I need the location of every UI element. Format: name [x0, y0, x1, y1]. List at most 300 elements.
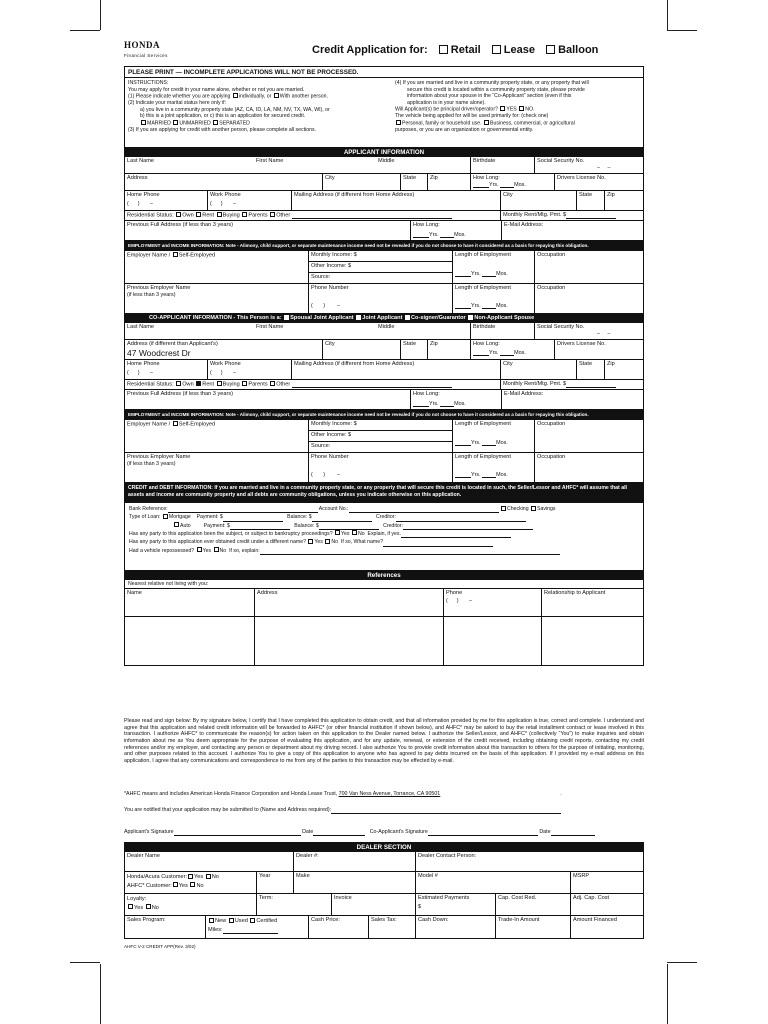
drivers-license-label: Drivers License No. — [557, 175, 606, 181]
co-prev-occupation-field[interactable] — [534, 453, 645, 482]
repossessed-question: Had a vehicle repossessed? — [129, 547, 195, 554]
previous-address-label: Previous Full Address (if less than 3 years) — [127, 391, 234, 397]
lease-label: Lease — [503, 44, 535, 56]
zip-label: Zip — [607, 361, 615, 367]
estimated-payments-field[interactable] — [415, 894, 495, 915]
name-no-checkbox[interactable] — [325, 539, 330, 544]
co-city-field[interactable] — [322, 340, 400, 359]
co-address-field[interactable] — [125, 340, 322, 359]
source-label: Source: — [311, 274, 331, 280]
reference-phone-field-2[interactable] — [443, 617, 541, 665]
customer-status-field — [125, 872, 256, 893]
own-label: Own — [182, 212, 194, 219]
yrs-label: Yrs. — [489, 349, 499, 356]
email-label: E-Mail Address: — [504, 391, 544, 397]
what-name-input[interactable] — [383, 542, 493, 547]
co-residential-status-row — [125, 380, 500, 389]
auto-label: Auto — [180, 522, 191, 529]
driver-question: Will Applicant(s) be principal driver/operator? — [395, 106, 498, 113]
birthdate-label: Birthdate — [473, 158, 496, 164]
birthdate-field[interactable] — [470, 157, 534, 173]
retail-checkbox[interactable] — [439, 45, 448, 54]
crop-mark — [667, 0, 668, 30]
brand-subtitle: Financial Services — [124, 53, 168, 58]
other-income-field[interactable] — [309, 262, 452, 273]
invoice-field[interactable] — [331, 894, 415, 915]
instructions-line: a) you live in a community property state (AZ, CA, ID, LA, NM, NV, TX, WA, WI), or — [140, 106, 330, 113]
cap-cost-reduction-field[interactable] — [495, 894, 570, 915]
co-address-value: 47 Woodcrest Dr — [127, 347, 191, 358]
co-home-phone-field[interactable]: Home Phone ( ) – — [127, 361, 160, 376]
mailing-city-field[interactable] — [500, 191, 576, 210]
dealer-section-header: DEALER SECTION — [125, 843, 643, 852]
state-field[interactable] — [400, 174, 427, 190]
reference-relationship-field-2[interactable] — [541, 617, 645, 665]
credit-debt-section-header: CREDIT and DEBT INFORMATION: If you are married and live in a community property state, or any property that will secure this credit is located in such, the Seller/Lessor and AHFC* will assume that all assets and income are community property and all debts are community obligations, unless you indicate otherwise on this application. — [125, 483, 643, 503]
savings-label: Savings — [537, 506, 556, 512]
loyalty-no-checkbox[interactable] — [146, 904, 151, 909]
what-name-label: If so, What name? — [340, 539, 383, 546]
prev-phone-field[interactable]: Phone Number ( ) – — [308, 284, 452, 313]
mortgage-balance-input[interactable] — [312, 517, 372, 522]
joint-applicant-checkbox[interactable] — [356, 315, 361, 320]
checking-label: Checking — [506, 506, 529, 512]
if-so-explain-label: If so, explain: — [229, 547, 260, 554]
reference-name-field[interactable] — [125, 589, 254, 616]
repo-explain-input[interactable] — [260, 550, 560, 555]
co-rent-checkbox[interactable] — [196, 381, 201, 386]
work-phone-field[interactable]: Work Phone ( ) – — [207, 191, 291, 210]
mortgage-checkbox[interactable] — [163, 514, 168, 519]
no-label: No — [357, 530, 365, 537]
occupation-label: Occupation — [537, 285, 566, 291]
mortgage-creditor-input[interactable] — [396, 517, 526, 522]
vehicle-make-field[interactable] — [293, 872, 415, 893]
non-applicant-spouse-label: Non-Applicant Spouse — [474, 315, 535, 321]
self-employed-label: Self-Employed — [178, 252, 216, 259]
co-mailing-zip-field[interactable] — [604, 360, 645, 379]
signature-row — [124, 829, 644, 836]
amount-financed-field[interactable] — [570, 916, 645, 938]
bankruptcy-yes-checkbox[interactable] — [335, 530, 340, 535]
personal-use-checkbox[interactable] — [396, 120, 401, 125]
cash-down-label: Cash Down: — [418, 917, 449, 923]
dealer-name-field[interactable] — [125, 852, 293, 871]
co-drivers-license-field[interactable] — [554, 340, 645, 359]
dealer-section — [124, 842, 644, 939]
separated-checkbox[interactable] — [213, 120, 218, 125]
parents-checkbox[interactable] — [242, 212, 247, 217]
submit-notice — [124, 807, 644, 814]
payment-label: Payment: $ — [196, 514, 223, 521]
rent-checkbox[interactable] — [196, 212, 201, 217]
applicant-signature-input[interactable] — [174, 831, 301, 836]
business-use-label: Business, commercial, or agricultural — [490, 120, 575, 126]
co-email-field[interactable] — [501, 390, 645, 409]
submit-to-input[interactable] — [331, 809, 561, 814]
new-checkbox[interactable] — [209, 918, 214, 923]
first-name-label: First Name — [256, 324, 284, 330]
city-label: City — [325, 175, 335, 181]
bank-reference-label: Bank Reference: — [129, 506, 168, 512]
model-label: Model # — [418, 873, 438, 879]
prev-length-employment-field[interactable] — [452, 284, 534, 313]
business-use-checkbox[interactable] — [484, 120, 489, 125]
city-label: City — [325, 341, 335, 347]
ssn-label: Social Security No. — [537, 158, 585, 164]
co-occupation-field[interactable] — [534, 420, 645, 452]
instructions-heading: INSTRUCTIONS: — [128, 80, 169, 86]
dealer-name-label: Dealer Name — [127, 853, 160, 859]
instructions-line: purposes, or you are an organization or governmental entity. — [395, 126, 534, 133]
zip-label: Zip — [607, 192, 615, 198]
email-field[interactable] — [501, 221, 645, 240]
source-field[interactable] — [309, 273, 452, 282]
last-name-label: Last Name — [127, 158, 155, 164]
address-label: Address — [127, 175, 148, 181]
length-employment-label: Length of Employment — [455, 285, 511, 291]
yrs-label: Yrs. — [471, 471, 481, 478]
married-checkbox[interactable] — [141, 120, 146, 125]
amount-financed-label: Amount Financed — [573, 917, 617, 923]
co-applicant-date-input[interactable] — [551, 831, 595, 836]
city-field[interactable] — [322, 174, 400, 190]
ssn-label: Social Security No. — [537, 324, 585, 330]
applicant-date-input[interactable] — [313, 831, 365, 836]
drivers-license-label: Drivers License No. — [557, 341, 606, 347]
co-self-employed-checkbox[interactable] — [173, 421, 178, 426]
cash-price-label: Cash Price: — [311, 917, 340, 923]
payment-label: Payment: $ — [203, 522, 230, 529]
name-yes-checkbox[interactable] — [308, 539, 313, 544]
ahfc-customer-no-checkbox[interactable] — [190, 882, 195, 887]
balloon-label: Balloon — [558, 44, 599, 56]
balance-label: Balance: $ — [294, 522, 319, 529]
monthly-rent-label: Monthly Rent/Mtg. Pmt. $ — [503, 212, 567, 218]
reference-name-field-2[interactable] — [125, 617, 254, 665]
certification-text: Please read and sign below: By my signature below, I certify that I have completed this application to obtain credit, and that all information provided by me for this application is true, correct and complete. I understand and agree that this application and related credit information will be forwarded to AHFC* (or other financial institution if shown below), and AHFC* may be asked to buy the retail installment contract or lease involved in this transaction. I authorize AHFC* to communicate the reason(s) for action taken on this application to the Dealer named below. I authorize the Seller/Lessor, and AHFC* (collectively “You”) to make inquiries and obtain information about me as You deem appropriate for the purpose of evaluating this application, and for any update, renewal, or extension of the credit received, including obtaining credit reports, contacting my credit references and/or my employer, and contacting any person or department about my driving record. I also authorize You to provide credit information about this transaction to others for the purpose of initiating, monitoring, and other purposes related to this account. I authorize You to give a copy of this application to anyone who has agreed to pay debts incurred on the basis of this application. If I provided my e-mail address on this application, I agree that any communications and correspondence to me from any of the parties to this transaction may be effected by e-mail. — [124, 718, 644, 765]
dollar-sign: $ — [418, 903, 421, 910]
no-label: No — [211, 874, 219, 880]
residential-status-row — [125, 211, 500, 220]
home-phone-field[interactable]: Home Phone ( ) – — [127, 192, 160, 207]
honda-customer-no-checkbox[interactable] — [206, 874, 211, 879]
co-employer-name-field[interactable] — [125, 420, 308, 452]
phone-number-label: Phone Number — [311, 285, 349, 291]
self-employed-checkbox[interactable] — [173, 252, 178, 257]
print-notice: PLEASE PRINT — INCOMPLETE APPLICATIONS WILL NOT BE PROCESSED. — [128, 69, 359, 76]
own-label: Own — [182, 381, 194, 388]
co-parents-checkbox[interactable] — [242, 381, 247, 386]
own-checkbox[interactable] — [176, 212, 181, 217]
ahfc-address: 700 Van Ness Avenue, Torrance, CA 90501 — [338, 791, 441, 797]
mos-label: Mos. — [496, 270, 508, 277]
credit-application-form — [124, 66, 644, 666]
co-monthly-rent-field[interactable] — [500, 380, 645, 389]
co-state-field[interactable] — [400, 340, 427, 359]
co-how-long-field[interactable] — [470, 340, 554, 359]
prev-occupation-field[interactable] — [534, 284, 645, 313]
monthly-rent-field[interactable] — [500, 211, 645, 220]
previous-employer-label: Previous Employer Name — [127, 285, 191, 291]
co-mailing-city-field[interactable] — [500, 360, 576, 379]
length-of-employment-field[interactable] — [452, 251, 534, 283]
state-label: State — [403, 175, 417, 181]
length-employment-label: Length of Employment — [455, 252, 511, 258]
joint-applicant-label: Joint Applicant — [362, 315, 403, 321]
co-mailing-state-field[interactable] — [576, 360, 604, 379]
form-footer: AHFC V-2 CREDIT APP(Rev. 3/02) — [124, 944, 196, 949]
reference-address-field[interactable] — [254, 589, 443, 616]
driver-yes-checkbox[interactable] — [500, 106, 505, 111]
previous-employer-label: Previous Employer Name — [127, 454, 191, 460]
mailing-state-field[interactable] — [576, 191, 604, 210]
spousal-joint-checkbox[interactable] — [284, 315, 289, 320]
work-phone-label: Work Phone — [210, 361, 241, 367]
mos-label: Mos. — [496, 302, 508, 309]
state-label: State — [403, 341, 417, 347]
employer-label: Employer Name / — [127, 421, 171, 428]
miles-input[interactable] — [223, 929, 278, 934]
how-long-label: How Long: — [473, 341, 500, 347]
invoice-label: Invoice — [334, 895, 352, 901]
ahfc-definition: *AHFC means and includes American Honda Finance Corporation and Honda Lease Trust, 700 Van Ness Avenue, Torrance, CA 90501 . — [124, 791, 562, 797]
how-long-field[interactable] — [470, 174, 554, 190]
co-own-checkbox[interactable] — [176, 381, 181, 386]
new-label: New — [215, 918, 227, 924]
cash-down-field[interactable] — [415, 916, 495, 938]
parents-label: Parents — [248, 212, 268, 219]
cosigner-label: Co-signer/Guarantor — [411, 315, 466, 321]
reference-relationship-field[interactable] — [541, 589, 645, 616]
trade-in-field[interactable] — [495, 916, 570, 938]
non-applicant-spouse-checkbox[interactable] — [468, 315, 473, 320]
bankruptcy-no-checkbox[interactable] — [352, 530, 357, 535]
instructions-line: (4) If you are married and live in a community property state, or any property that will — [395, 80, 589, 86]
other-checkbox[interactable] — [270, 212, 275, 217]
middle-label: Middle — [378, 158, 395, 164]
term-field[interactable] — [256, 894, 331, 915]
co-income-fields — [308, 420, 452, 452]
instructions-line: (2) Indicate your marital status here only if: — [128, 100, 227, 106]
co-previous-address-field[interactable] — [125, 390, 410, 409]
individual-checkbox[interactable] — [233, 93, 238, 98]
ahfc-customer-label: AHFC* Customer: — [127, 882, 172, 889]
work-phone-label: Work Phone — [210, 192, 241, 198]
other-income-label: Other Income: $ — [311, 432, 352, 438]
yrs-label: Yrs. — [429, 400, 439, 407]
previous-address-field[interactable] — [125, 221, 410, 240]
other-label: Other — [276, 212, 291, 219]
email-label: E-Mail Address: — [504, 222, 544, 228]
rent-label: Rent — [202, 212, 215, 219]
used-label: Used — [234, 918, 248, 924]
ahfc-customer-yes-checkbox[interactable] — [173, 882, 178, 887]
auto-checkbox[interactable] — [174, 522, 179, 527]
used-checkbox[interactable] — [229, 918, 234, 923]
msrp-field[interactable] — [570, 872, 645, 893]
mailing-address-label: Mailing Address (if different from Home Address) — [294, 192, 415, 198]
co-zip-field[interactable] — [427, 340, 470, 359]
co-other-checkbox[interactable] — [270, 381, 275, 386]
prev-how-long-field[interactable] — [410, 221, 501, 240]
driver-yes-label: YES — [506, 106, 517, 113]
co-other-income-field[interactable] — [309, 431, 452, 442]
no-label: No — [331, 539, 338, 546]
msrp-label: MSRP — [573, 873, 590, 879]
with-another-checkbox[interactable] — [274, 93, 279, 98]
co-prev-how-long-field[interactable] — [410, 390, 501, 409]
crop-mark — [667, 962, 697, 963]
state-label: State — [579, 361, 593, 367]
estimated-payments-label: Estimated Payments — [418, 895, 470, 901]
honda-logo: HONDA — [124, 40, 160, 50]
honda-customer-yes-checkbox[interactable] — [188, 874, 193, 879]
certified-checkbox[interactable] — [250, 918, 255, 923]
savings-checkbox[interactable] — [531, 506, 536, 511]
co-length-of-employment-field[interactable] — [452, 420, 534, 452]
co-previous-employer-field[interactable] — [125, 453, 308, 482]
yrs-label: Yrs. — [471, 439, 481, 446]
co-work-phone-field[interactable]: Work Phone ( ) – — [207, 360, 291, 379]
address-field[interactable] — [125, 174, 322, 190]
yes-label: Yes — [341, 530, 350, 537]
how-long-label: How Long: — [473, 175, 500, 181]
buying-checkbox[interactable] — [217, 212, 222, 217]
loyalty-field — [125, 894, 256, 915]
crop-mark — [70, 30, 100, 31]
vehicle-year-field[interactable] — [256, 872, 293, 893]
co-source-field[interactable] — [309, 442, 452, 451]
zip-label: Zip — [430, 175, 438, 181]
employer-name-field[interactable] — [125, 251, 308, 283]
sales-tax-field[interactable] — [368, 916, 415, 938]
occupation-label: Occupation — [537, 421, 566, 427]
checking-checkbox[interactable] — [501, 506, 506, 511]
previous-employer-field[interactable] — [125, 284, 308, 313]
previous-employer-note: (if less than 3 years) — [127, 291, 176, 298]
adj-cap-cost-field[interactable] — [570, 894, 645, 915]
married-label: MARRIED — [147, 120, 171, 126]
occupation-label: Occupation — [537, 454, 566, 460]
reference-phone-field[interactable]: Phone ( ) – — [443, 589, 541, 616]
co-prev-phone-field[interactable]: Phone Number ( ) – — [308, 453, 452, 482]
drivers-license-field[interactable] — [554, 174, 645, 190]
monthly-income-field[interactable] — [309, 251, 452, 262]
home-phone-label: Home Phone — [127, 361, 160, 367]
co-applicant-signature-input[interactable] — [428, 831, 538, 836]
occupation-field[interactable] — [534, 251, 645, 283]
co-buying-checkbox[interactable] — [217, 381, 222, 386]
monthly-rent-label: Monthly Rent/Mtg. Pmt. $ — [503, 381, 567, 387]
co-last-name-field[interactable] — [125, 323, 470, 339]
crop-mark — [667, 964, 668, 1024]
nearest-relative-label: Nearest relative not living with you: — [125, 580, 643, 589]
account-no-label: Account No.: — [318, 506, 349, 512]
application-title — [312, 44, 598, 57]
driver-no-label: NO. — [525, 106, 535, 113]
mortgage-payment-input[interactable] — [223, 517, 283, 522]
loyalty-yes-checkbox[interactable] — [128, 904, 133, 909]
ssn-field[interactable]: Social Security No. – – — [534, 157, 645, 173]
date-label: Date — [539, 829, 551, 835]
vehicle-model-field[interactable] — [415, 872, 570, 893]
employment-section-header: EMPLOYMENT and INCOME INFORMATION: Note - Alimony, child support, or separate maintenance income need not be revealed if you do not choose to have it considered as a basis for repaying this obligation. — [125, 241, 643, 250]
mailing-zip-field[interactable] — [604, 191, 645, 210]
repo-no-checkbox[interactable] — [214, 547, 219, 552]
unmarried-checkbox[interactable] — [173, 120, 178, 125]
zip-field[interactable] — [427, 174, 470, 190]
form-header — [124, 38, 644, 66]
mailing-address-field[interactable] — [291, 191, 500, 210]
how-long-label: How Long: — [413, 222, 440, 228]
co-ssn-field[interactable]: Social Security No. – – — [534, 323, 645, 339]
co-employment-section-header: EMPLOYMENT and INCOME INFORMATION: Note - Alimony, child support, or separate maintenance income need not be revealed if you do not choose to have it considered as a basis for repaying this obligation. — [125, 410, 643, 419]
trade-in-label: Trade-In Amount — [498, 917, 540, 923]
yes-label: Yes — [194, 874, 204, 880]
reference-address-field-2[interactable] — [254, 617, 443, 665]
yes-label: Yes — [178, 882, 188, 889]
yes-label: Yes — [314, 539, 323, 546]
spousal-joint-label: Spousal Joint Applicant — [290, 315, 354, 321]
yrs-label: Yrs. — [471, 302, 481, 309]
dealer-contact-field[interactable] — [415, 852, 645, 871]
yes-label: Yes — [134, 904, 144, 911]
different-name-question: Has any party to this application ever obtained credit under a different name? — [129, 539, 306, 546]
last-name-field[interactable] — [125, 157, 470, 173]
mos-label: Mos. — [454, 231, 466, 238]
personal-use-label: Personal, family or household use. — [402, 120, 482, 126]
sales-tax-label: Sales Tax: — [371, 917, 397, 923]
balloon-checkbox[interactable] — [546, 45, 555, 54]
driver-no-checkbox[interactable] — [519, 106, 524, 111]
separated-label: SEPARATED — [219, 120, 250, 126]
instructions-block — [125, 78, 643, 148]
instructions-line: You may apply for credit in your name alone, whether or not you are married. — [128, 86, 305, 93]
repo-yes-checkbox[interactable] — [197, 547, 202, 552]
co-birthdate-field[interactable] — [470, 323, 534, 339]
honda-customer-label: Honda/Acura Customer: — [127, 874, 188, 880]
crop-mark — [100, 0, 101, 30]
mos-label: Mos. — [514, 349, 526, 356]
co-address-label: Address (if different than Applicant's) — [127, 341, 218, 347]
sales-program-label: Sales Program: — [127, 917, 166, 923]
length-employment-label: Length of Employment — [455, 421, 511, 427]
co-mailing-address-field[interactable] — [291, 360, 500, 379]
first-name-label: First Name — [256, 158, 284, 164]
residential-status-label: Residential Status: — [127, 381, 174, 388]
co-prev-length-employment-field[interactable] — [452, 453, 534, 482]
yes-label: Yes — [202, 547, 212, 554]
make-label: Make — [296, 873, 310, 879]
mos-label: Mos. — [454, 400, 466, 407]
how-long-label: How Long: — [413, 391, 440, 397]
cash-price-field[interactable] — [308, 916, 368, 938]
ref-relationship-label: Relationship to Applicant — [544, 590, 606, 596]
ahfc-definition-text: *AHFC means and includes American Honda Finance Corporation and Honda Lease Trust, — [124, 791, 338, 797]
dealer-number-field[interactable] — [293, 852, 415, 871]
co-monthly-income-field[interactable] — [309, 420, 452, 431]
lease-checkbox[interactable] — [492, 45, 501, 54]
cosigner-checkbox[interactable] — [405, 315, 410, 320]
instructions-line: information about your spouse in the “Co-Applicant” section (even if this — [407, 93, 572, 99]
crop-mark — [70, 962, 100, 963]
vehicle-condition-field — [205, 916, 308, 938]
yrs-label: Yrs. — [429, 231, 439, 238]
mos-label: Mos. — [496, 471, 508, 478]
coapplicant-lead: CO-APPLICANT INFORMATION - This Person is a: — [149, 315, 282, 321]
occupation-label: Occupation — [537, 252, 566, 258]
